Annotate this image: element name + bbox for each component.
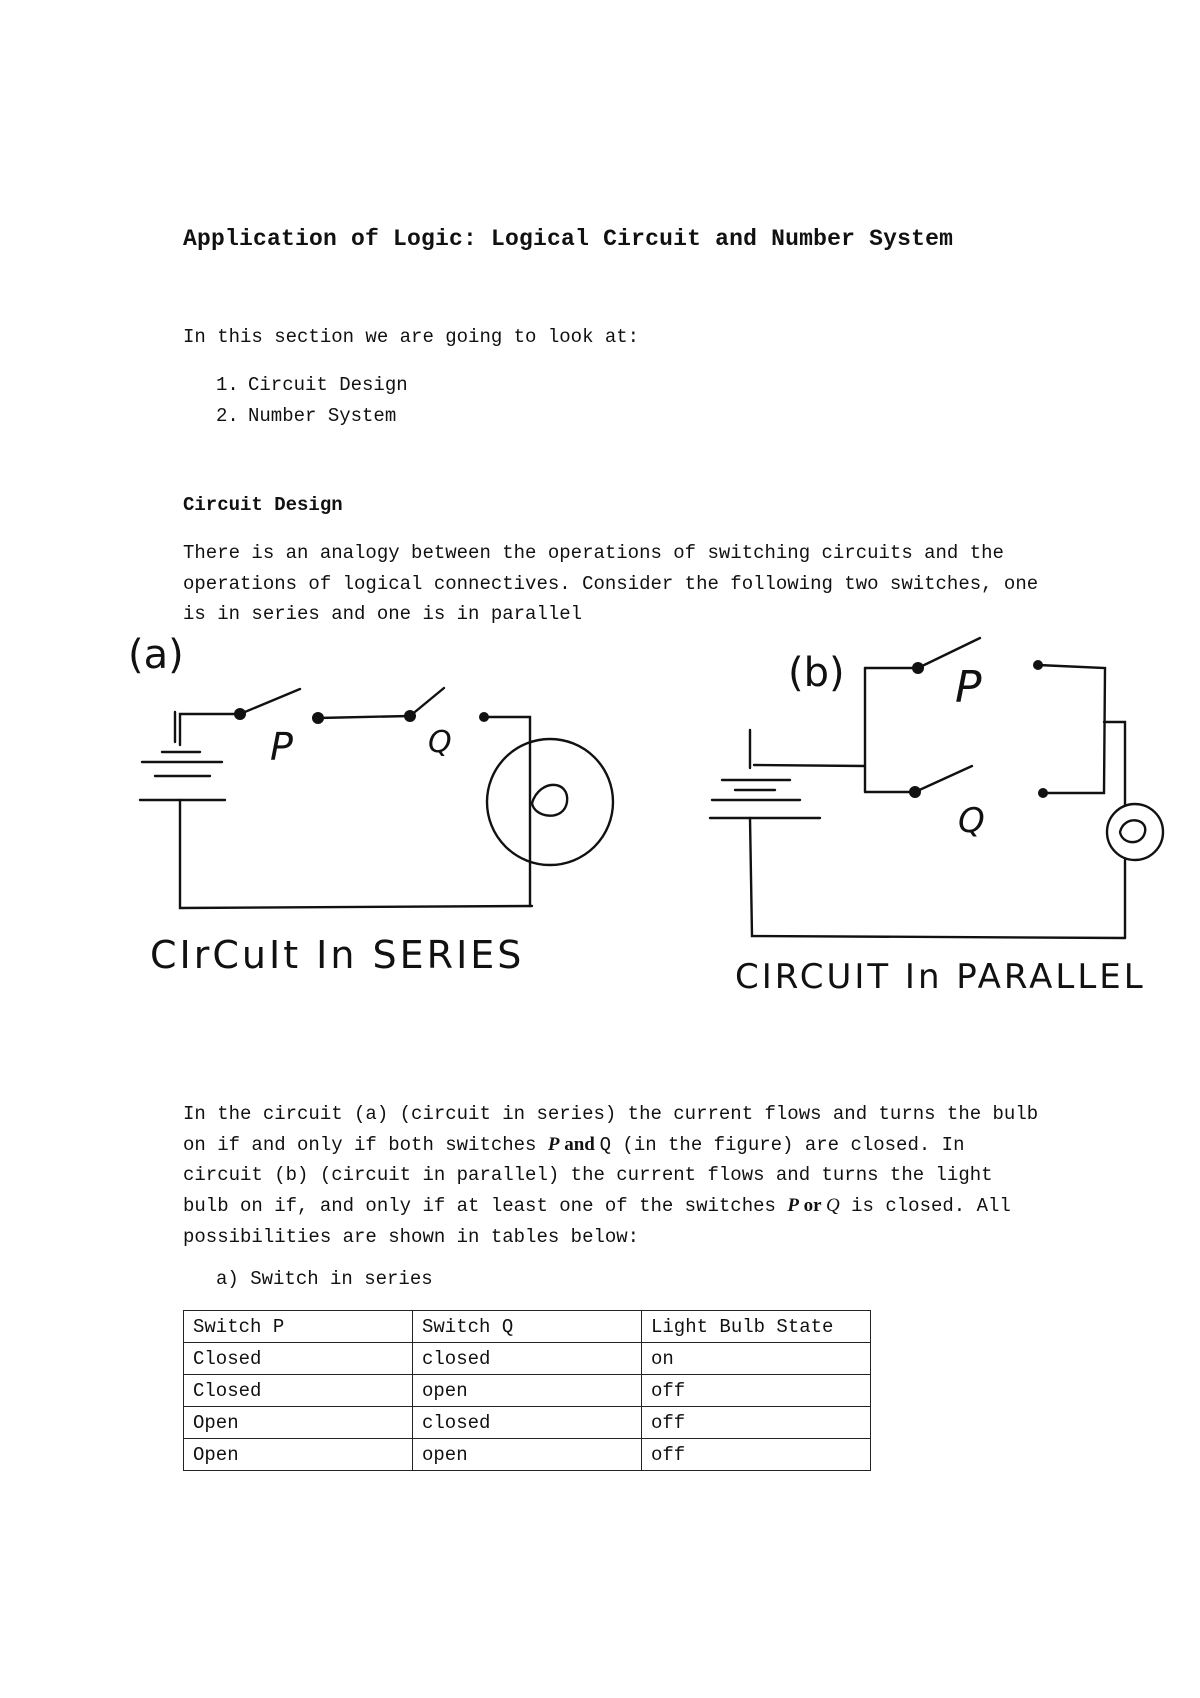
connective-or: or (798, 1195, 827, 1217)
switch-p-label: P (270, 725, 293, 769)
contact-dot (909, 786, 921, 798)
explanation-text: In the circuit (a) (circuit in series) the current flows and turns the bulb on if and only if both switches (183, 1103, 1039, 1156)
variable-p: P (547, 1133, 560, 1155)
series-caption: CIrCuIt In SERIES (150, 933, 525, 977)
contact-dot (234, 708, 246, 720)
switch-q-label: Q (428, 725, 452, 760)
contact-dot (1033, 660, 1043, 670)
table-row (184, 1343, 871, 1375)
table-cell: Closed (184, 1375, 413, 1407)
explanation-text: is closed. All possibilities are shown in tables below: (183, 1195, 1011, 1248)
topic-number: 2. (216, 405, 239, 427)
table-cell: Open (184, 1439, 413, 1471)
table-cell: closed (413, 1407, 642, 1439)
topic-label: Number System (248, 405, 397, 427)
contact-dot (912, 662, 924, 674)
intro-text: In this section we are going to look at: (183, 326, 640, 348)
contact-dot (404, 710, 416, 722)
variable-q: Q (826, 1195, 840, 1217)
table-row (184, 1375, 871, 1407)
section-heading: Circuit Design (183, 494, 343, 516)
table-cell: off (642, 1375, 871, 1407)
figure-a-label: (a) (128, 632, 184, 678)
contact-dot (1038, 788, 1048, 798)
table-row (184, 1439, 871, 1471)
series-truth-table (183, 1310, 871, 1471)
variable-p: P (787, 1195, 799, 1217)
topic-number: 1. (216, 374, 239, 396)
table-cell: off (642, 1439, 871, 1471)
table-row (184, 1407, 871, 1439)
table-cell: closed (413, 1343, 642, 1375)
parallel-circuit-figure (710, 638, 1163, 938)
table-header-row (184, 1311, 871, 1343)
explanation-text: Q (in the figure) are closed. In circuit (b) (circuit in parallel) the current flows and turns the light bulb on if, and only if at least one of the switches (183, 1133, 993, 1218)
table-header-cell: Switch Q (413, 1311, 642, 1343)
figure-b-label: (b) (788, 650, 845, 696)
switch-q-label: Q (958, 801, 985, 841)
series-circuit-figure (140, 688, 613, 908)
connective-and: and (559, 1133, 600, 1155)
table-header-cell: Light Bulb State (642, 1311, 871, 1343)
contact-dot (479, 712, 489, 722)
table-cell: open (413, 1439, 642, 1471)
page-title: Application of Logic: Logical Circuit and Number System (183, 226, 954, 252)
topic-label: Circuit Design (248, 374, 408, 396)
parallel-caption: CIRCUIT In PARALLEL (735, 957, 1146, 997)
table-cell: on (642, 1343, 871, 1375)
table-caption: a) Switch in series (216, 1268, 433, 1290)
explanation-paragraph (183, 1099, 1043, 1253)
switch-p-label: P (955, 662, 982, 713)
contact-dot (312, 712, 324, 724)
intro-paragraph: There is an analogy between the operations of switching circuits and the operations of logical connectives. Consider the following two switches, one is in series and one is in parallel (183, 542, 1039, 626)
table-cell: open (413, 1375, 642, 1407)
table-cell: off (642, 1407, 871, 1439)
table-header-cell: Switch P (184, 1311, 413, 1343)
table-cell: Open (184, 1407, 413, 1439)
table-cell: Closed (184, 1343, 413, 1375)
